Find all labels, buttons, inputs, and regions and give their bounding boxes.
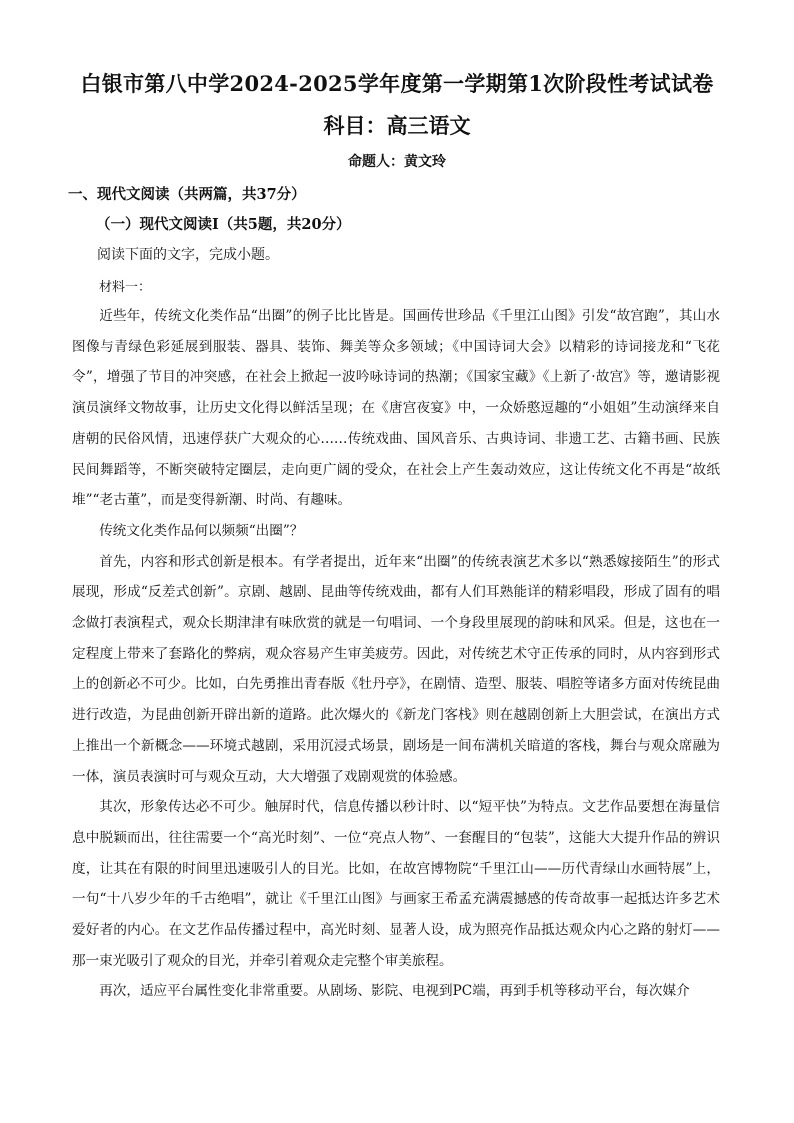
passage-paragraph: 近些年，传统文化类作品“出圈”的例子比比皆是。国画传世珍品《千里江山图》引发“故宫跑”，其山水图像与青绿色彩延展到服装、器具、装饰、舞美等众多领域；《中国诗词大会》以精彩的诗词接龙和“飞花令”，增强了节目的冲突感，在社会上掀起一波吟咏诗词的热潮；《国家宝藏》《上新了·故宫》等，邀请影视演员演绎文物故事，让历史文化得以鲜活呈现；在《唐宫夜宴》中，一众娇憨逗趣的“小姐姐”生动演绎来自唐朝的民俗风情，迅速俘获广大观众的心……传统戏曲、国风音乐、古典诗词、非遗工艺、古籍书画、民族民间舞蹈等，不断突破特定圈层，走向更广阔的受众，在社会上产生轰动效应，这让传统文化不再是“故纸堆”“老古董”，而是变得新潮、时尚、有趣味。 [72, 308, 720, 509]
section-heading: 一、现代文阅读（共两篇，共37分） [68, 186, 306, 203]
subsection-heading: （一）现代文阅读Ⅰ（共5题，共20分） [96, 216, 351, 233]
passage-paragraph: 其次，形象传达必不可少。触屏时代，信息传播以秒计时、以“短平快”为特点。文艺作品要想在海量信息中脱颖而出，往往需要一个“高光时刻”、一位“亮点人物”、一套醒目的“包装”，这能大大提升作品的辨识度，让其在有限的时间里迅速吸引人的目光。比如，在故宫博物院“千里江山——历代青绿山水画特展”上，一句“十八岁少年的千古绝唱”，就让《千里江山图》与画家王希孟充满震撼感的传奇故事一起抵达许多艺术爱好者的内心。在文艺作品传播过程中，高光时刻、显著人设，成为照亮作品抵达观众内心之路的射灯——那一束光吸引了观众的目光，并牵引着观众走完整个审美旅程。 [72, 799, 720, 969]
passage-paragraph: 传统文化类作品何以频频“出圈”？ [99, 522, 304, 539]
reading-passage [72, 301, 720, 1007]
passage-paragraph: 再次，适应平台属性变化非常重要。从剧场、影院、电视到PC端，再到手机等移动平台，每次媒介 [99, 983, 690, 1000]
material-label: 材料一： [99, 280, 152, 295]
reading-instruction: 阅读下面的文字，完成小题。 [97, 247, 279, 263]
exam-title: 白银市第八中学2024-2025学年度第一学期第1次阶段性考试试卷 [80, 71, 714, 96]
passage-paragraph: 首先，内容和形式创新是根本。有学者提出，近年来“出圈”的传统表演艺术多以“熟悉嫁接陌生”的形式展现，形成“反差式创新”。京剧、越剧、昆曲等传统戏曲，都有人们耳熟能详的精彩唱段，形成了固有的唱念做打表演程式，观众长期津津有味欣赏的就是一句唱词、一个身段里展现的韵味和风采。但是，这也在一定程度上带来了套路化的弊病，观众容易产生审美疲劳。因此，对传统艺术守正传承的同时，从内容到形式上的创新必不可少。比如，白先勇推出青春版《牡丹亭》，在剧情、造型、服装、唱腔等诸多方面对传统昆曲进行改造，为昆曲创新开辟出新的道路。此次爆火的《新龙门客栈》则在越剧创新上大胆尝试，在演出方式上推出一个新概念——环境式越剧，采用沉浸式场景，剧场是一间布满机关暗道的客栈，舞台与观众席融为一体，演员表演时可与观众互动，大大增强了戏剧观赏的体验感。 [72, 553, 720, 785]
subject-line: 科目：高三语文 [323, 113, 471, 138]
author-line: 命题人：黄文玲 [348, 154, 446, 170]
